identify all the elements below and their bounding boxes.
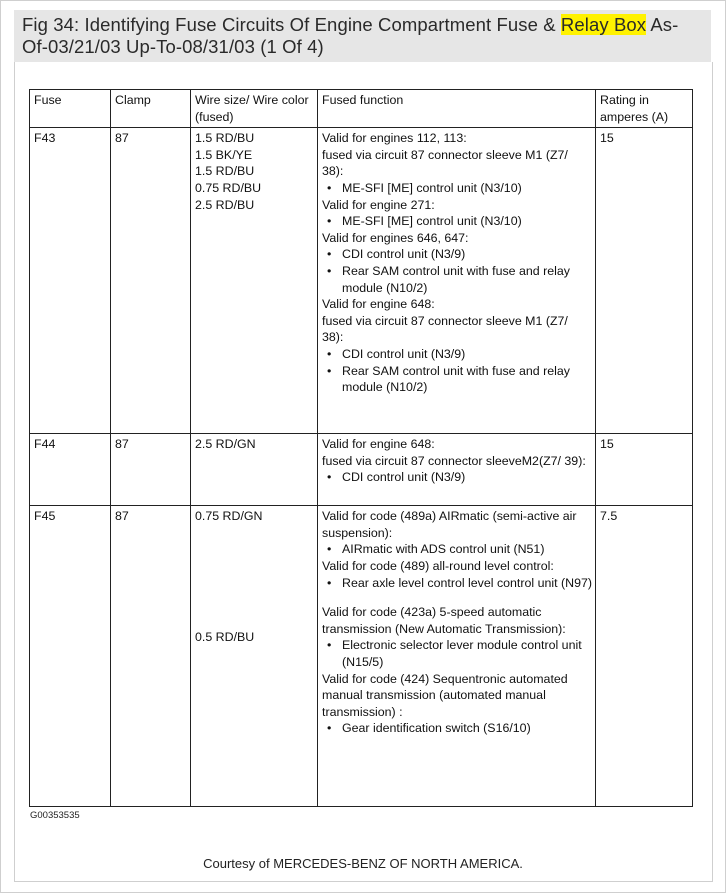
function-bullet-item: • Electronic selector lever module control unit (N15/5) (322, 637, 592, 670)
wire-value: 0.5 RD/BU (195, 629, 255, 644)
rating-cell: 15 (596, 128, 693, 434)
function-bullet-item: • AIRmatic with ADS control unit (N51) (322, 541, 592, 558)
table-row (30, 128, 693, 434)
function-line: Valid for engine 648: (322, 437, 435, 452)
clamp-cell: 87 (111, 434, 191, 506)
clamp-cell: 87 (111, 128, 191, 434)
function-bullet-item: • CDI control unit (N3/9) (322, 346, 592, 363)
function-bullet-item: • CDI control unit (N3/9) (322, 246, 592, 263)
function-list (322, 508, 592, 591)
function-line: Valid for engines 646, 647: (322, 230, 469, 245)
header-function: Fused function (318, 90, 596, 128)
function-line: Valid for engines 112, 113: (322, 131, 467, 146)
function-line: fused via circuit 87 connector sleeve M1 (Z7/ 38): (322, 147, 568, 179)
clamp-cell: 87 (111, 506, 191, 807)
function-list (322, 604, 592, 737)
title-text-end: As-Of-03/21/03 Up-To-08/31/03 (1 Of 4) (22, 14, 679, 57)
function-cell (318, 506, 596, 807)
title-text-start: Fig 34: Identifying Fuse Circuits Of Engine Compartment Fuse & (22, 14, 561, 35)
function-bullet-item: • ME-SFI [ME] control unit (N3/10) (322, 180, 592, 197)
function-list (322, 130, 592, 396)
function-bullet-item: • Gear identification switch (S16/10) (322, 720, 592, 737)
function-bullet-item: • CDI control unit (N3/9) (322, 469, 592, 486)
function-line: Valid for code (489) all-round level control: (322, 558, 554, 573)
function-line: Valid for engine 648: (322, 297, 435, 312)
function-cell (318, 128, 596, 434)
courtesy-line: Courtesy of MERCEDES-BENZ OF NORTH AMERICA. (203, 856, 523, 871)
wire-cell: 1.5 RD/BU 1.5 BK/YE 1.5 RD/BU 0.75 RD/BU 2.5 RD/BU (191, 128, 318, 434)
search-highlight: Relay Box (560, 14, 647, 35)
function-bullet-item: • Rear SAM control unit with fuse and relay module (N10/2) (322, 363, 592, 396)
figure-title (22, 14, 702, 58)
table-row (30, 434, 693, 506)
figure-code: G00353535 (30, 810, 80, 821)
function-line: fused via circuit 87 connector sleeveM2(Z7/ 39): (322, 453, 586, 468)
function-line: Valid for code (423a) 5-speed automatic transmission (New Automatic Transmission): (322, 605, 566, 636)
function-bullet-item: • ME-SFI [ME] control unit (N3/10) (322, 213, 592, 230)
fuse-cell: F43 (30, 128, 111, 434)
function-bullet-item: • Rear axle level control level control unit (N97) (322, 575, 592, 592)
function-line: Valid for code (489a) AIRmatic (semi-active air suspension): (322, 509, 577, 540)
wire-cell: 2.5 RD/GN (191, 434, 318, 506)
rating-cell: 15 (596, 434, 693, 506)
fuse-table (29, 89, 693, 807)
header-clamp: Clamp (111, 90, 191, 128)
header-rating: Rating in amperes (A) (596, 90, 693, 128)
function-bullet-item: • Rear SAM control unit with fuse and relay module (N10/2) (322, 263, 592, 296)
function-cell (318, 434, 596, 506)
table-header-row (30, 90, 693, 128)
function-line: fused via circuit 87 connector sleeve M1 (Z7/ 38): (322, 313, 568, 345)
wire-cell (191, 506, 318, 807)
fuse-cell: F44 (30, 434, 111, 506)
function-list (322, 436, 592, 486)
header-wire: Wire size/ Wire color (fused) (191, 90, 318, 128)
wire-value: 0.75 RD/GN (195, 509, 263, 524)
header-fuse: Fuse (30, 90, 111, 128)
rating-cell: 7.5 (596, 506, 693, 807)
function-line: Valid for engine 271: (322, 197, 435, 212)
table-row (30, 506, 693, 807)
fuse-cell: F45 (30, 506, 111, 807)
function-line: Valid for code (424) Sequentronic automated manual transmission (automated manual transmission) : (322, 671, 568, 719)
